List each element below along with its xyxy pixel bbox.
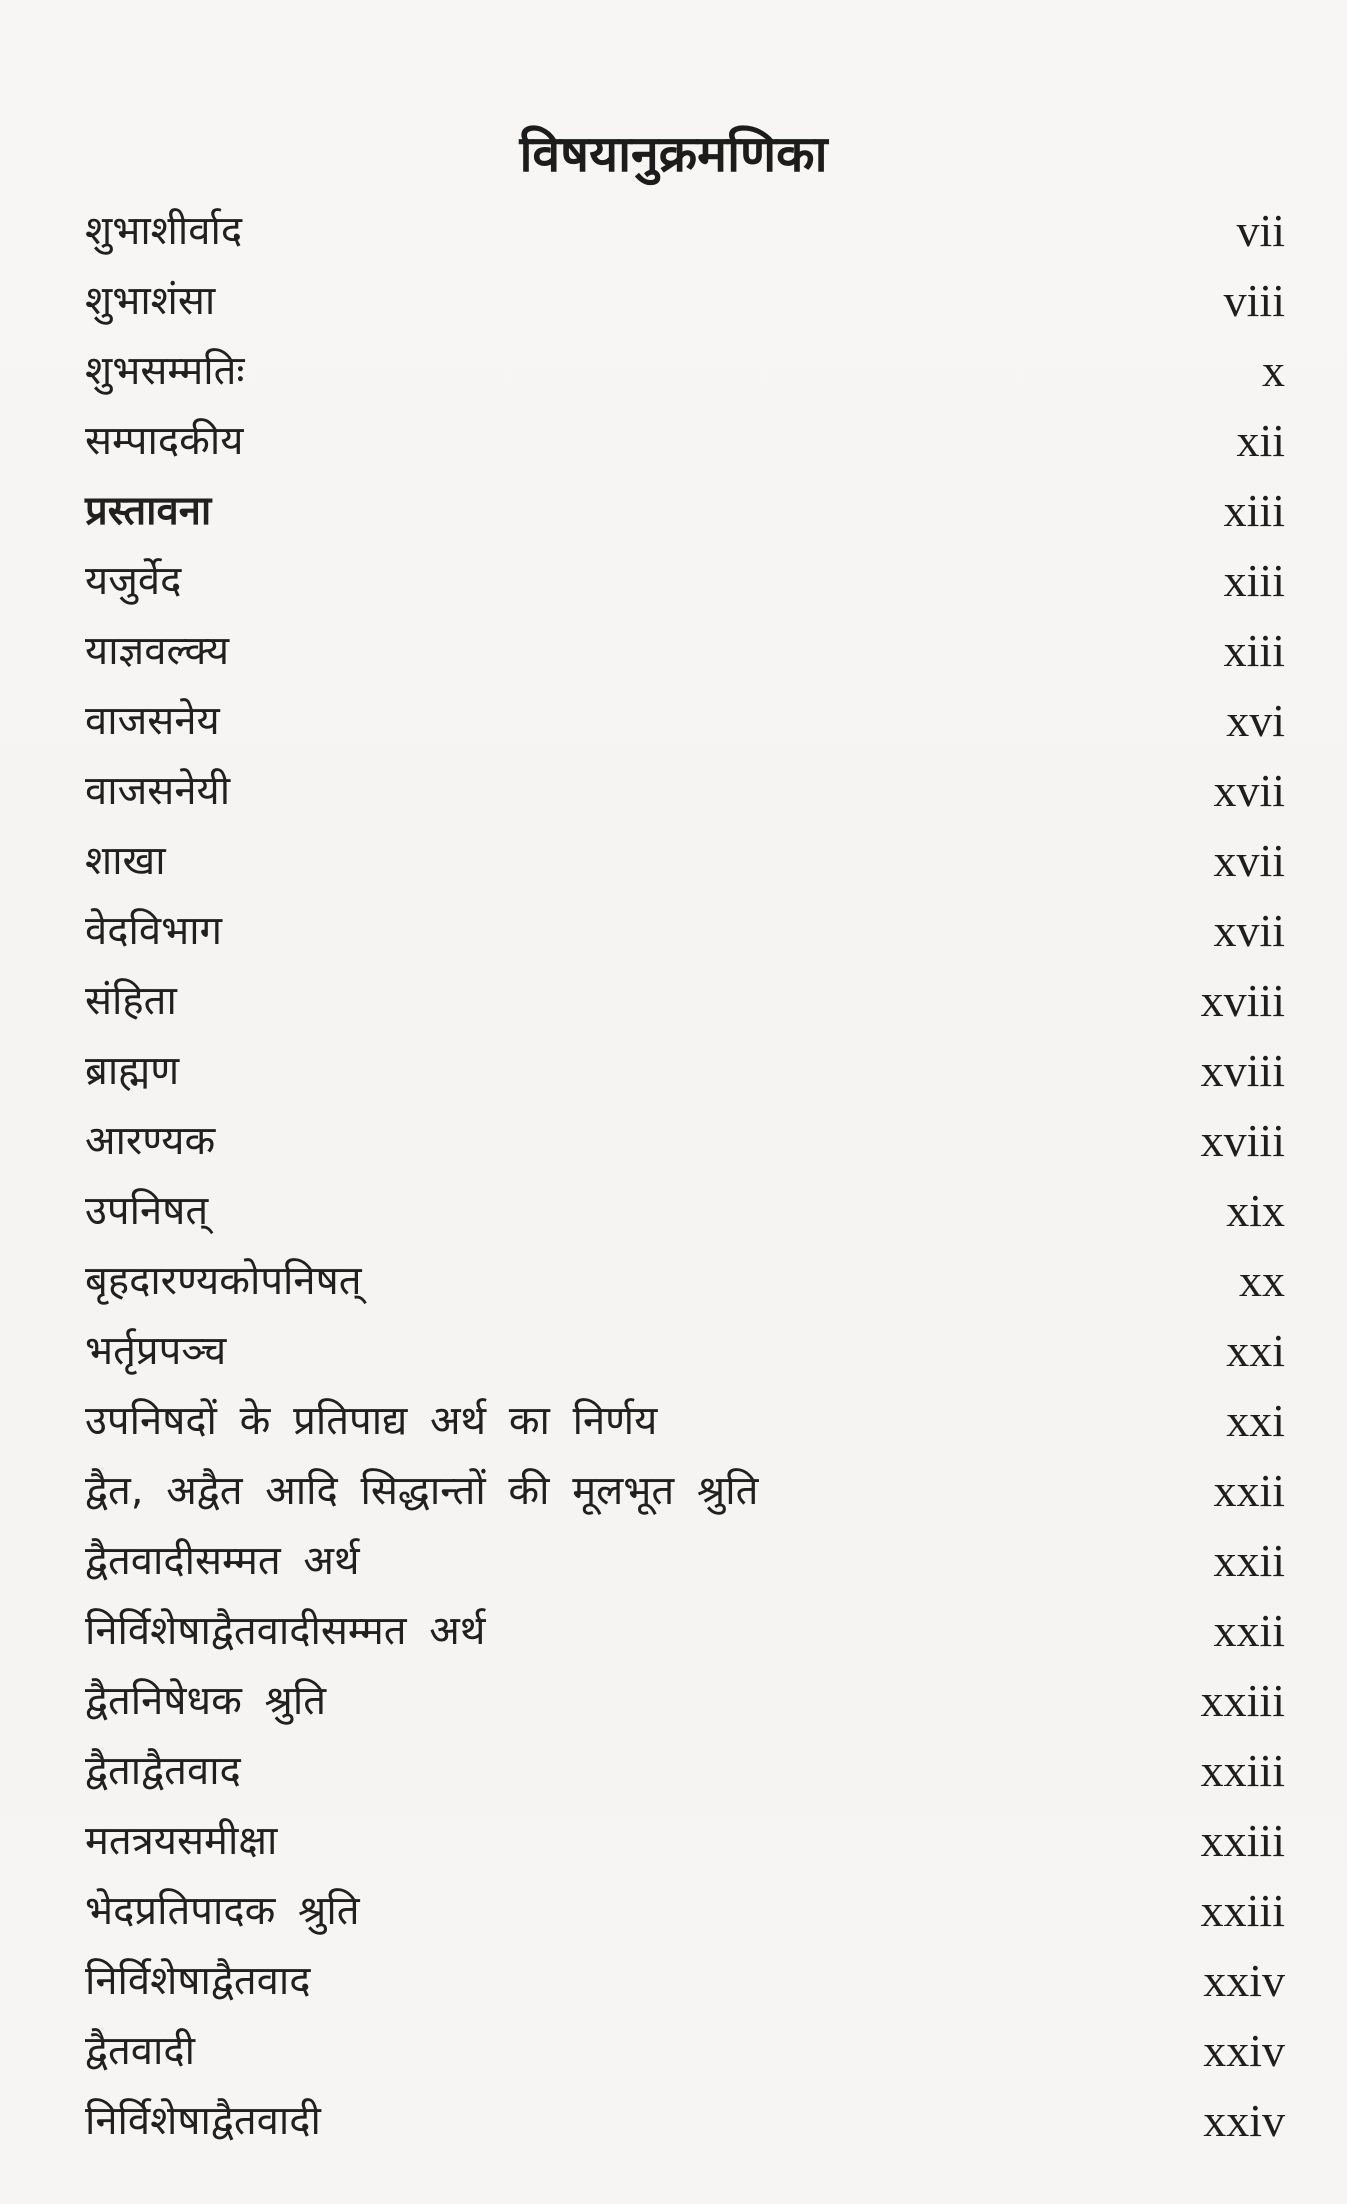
toc-entry: [85, 1666, 1285, 1736]
toc-entry: [85, 826, 1285, 896]
toc-entry-label: वाजसनेयी: [85, 768, 231, 814]
toc-entry-label: वेदविभाग: [85, 908, 223, 954]
toc-entry: [85, 2016, 1285, 2086]
toc-entry-page-number: xxii: [1213, 1535, 1285, 1586]
toc-entry-page-number: xxiii: [1200, 1745, 1285, 1796]
toc-entry-page-number: xxii: [1213, 1465, 1285, 1516]
toc-entry-label: द्वैतवादी: [85, 2028, 195, 2074]
toc-entry: [85, 196, 1285, 266]
toc-entry-label: सम्पादकीय: [85, 418, 244, 464]
toc-entry: [85, 1176, 1285, 1246]
toc-entry-page-number: xvii: [1213, 835, 1285, 886]
toc-entry-page-number: xxi: [1226, 1325, 1285, 1376]
toc-entry-label: प्रस्तावना: [85, 488, 212, 534]
toc-entry-label: आरण्यक: [85, 1118, 216, 1164]
toc-entry-page-number: xviii: [1200, 1115, 1285, 1166]
toc-entry-label: ब्राह्मण: [85, 1048, 180, 1094]
table-of-contents: [85, 196, 1285, 2156]
toc-entry-page-number: xvii: [1213, 765, 1285, 816]
toc-entry-label: द्वैतवादीसम्मत अर्थ: [85, 1538, 360, 1584]
toc-entry: [85, 336, 1285, 406]
toc-entry: [85, 896, 1285, 966]
toc-entry-page-number: xxiii: [1200, 1675, 1285, 1726]
toc-entry-page-number: xxiii: [1200, 1885, 1285, 1936]
toc-entry: [85, 1316, 1285, 1386]
toc-entry-page-number: xii: [1236, 415, 1285, 466]
toc-entry-label: भेदप्रतिपादक श्रुति: [85, 1888, 360, 1934]
toc-entry: [85, 546, 1285, 616]
toc-entry: [85, 1946, 1285, 2016]
toc-entry-label: शुभाशीर्वाद: [85, 208, 243, 254]
toc-entry: [85, 406, 1285, 476]
toc-entry: [85, 1736, 1285, 1806]
toc-entry-label: शाखा: [85, 838, 166, 884]
toc-entry-page-number: xxiii: [1200, 1815, 1285, 1866]
toc-entry-page-number: xvi: [1226, 695, 1285, 746]
toc-entry-page-number: xviii: [1200, 1045, 1285, 1096]
toc-entry-label: शुभाशंसा: [85, 278, 216, 324]
toc-entry-label: वाजसनेय: [85, 698, 220, 744]
toc-entry-page-number: viii: [1223, 275, 1285, 326]
toc-entry-label: निर्विशेषाद्वैतवादीसम्मत अर्थ: [85, 1608, 486, 1654]
toc-entry: [85, 1526, 1285, 1596]
toc-entry-label: द्वैतनिषेधक श्रुति: [85, 1678, 326, 1724]
toc-entry-label: यजुर्वेद: [85, 558, 182, 604]
toc-entry-page-number: xiii: [1223, 625, 1285, 676]
toc-entry-page-number: vii: [1236, 205, 1285, 256]
toc-entry: [85, 686, 1285, 756]
toc-entry-page-number: xx: [1239, 1255, 1285, 1306]
toc-entry: [85, 1106, 1285, 1176]
toc-entry: [85, 1806, 1285, 1876]
toc-entry-label: निर्विशेषाद्वैतवाद: [85, 1958, 311, 2004]
toc-entry-label: द्वैताद्वैतवाद: [85, 1748, 241, 1794]
toc-entry-page-number: xiii: [1223, 555, 1285, 606]
toc-entry-page-number: xxiv: [1203, 2095, 1285, 2146]
toc-entry: [85, 1456, 1285, 1526]
toc-entry: [85, 616, 1285, 686]
toc-entry: [85, 266, 1285, 336]
toc-entry-label: उपनिषत्: [85, 1188, 209, 1234]
toc-entry: [85, 1386, 1285, 1456]
toc-entry-page-number: xxiv: [1203, 2025, 1285, 2076]
toc-entry-label: भर्तृप्रपञ्च: [85, 1328, 227, 1374]
toc-entry-label: द्वैत, अद्वैत आदि सिद्धान्तों की मूलभूत श्रुति: [85, 1468, 759, 1514]
toc-entry-page-number: xiii: [1223, 485, 1285, 536]
toc-entry: [85, 966, 1285, 1036]
toc-entry-label: याज्ञवल्क्य: [85, 628, 230, 674]
toc-entry: [85, 1246, 1285, 1316]
toc-entry-page-number: xxiv: [1203, 1955, 1285, 2006]
page-title: विषयानुक्रमणिका: [519, 124, 828, 183]
toc-entry-page-number: xix: [1226, 1185, 1285, 1236]
toc-entry-label: संहिता: [85, 978, 177, 1024]
toc-entry-label: निर्विशेषाद्वैतवादी: [85, 2098, 321, 2144]
toc-entry-label: शुभसम्मतिः: [85, 348, 245, 394]
toc-entry: [85, 1036, 1285, 1106]
toc-entry-label: उपनिषदों के प्रतिपाद्य अर्थ का निर्णय: [85, 1398, 658, 1444]
toc-entry-page-number: xvii: [1213, 905, 1285, 956]
toc-entry: [85, 1876, 1285, 1946]
toc-entry: [85, 476, 1285, 546]
toc-entry-label: बृहदारण्यकोपनिषत्: [85, 1258, 362, 1304]
toc-entry-page-number: x: [1262, 345, 1285, 396]
toc-entry: [85, 2086, 1285, 2156]
toc-entry: [85, 756, 1285, 826]
toc-entry-page-number: xxi: [1226, 1395, 1285, 1446]
toc-entry-label: मतत्रयसमीक्षा: [85, 1818, 278, 1864]
toc-entry-page-number: xxii: [1213, 1605, 1285, 1656]
toc-entry: [85, 1596, 1285, 1666]
toc-entry-page-number: xviii: [1200, 975, 1285, 1026]
